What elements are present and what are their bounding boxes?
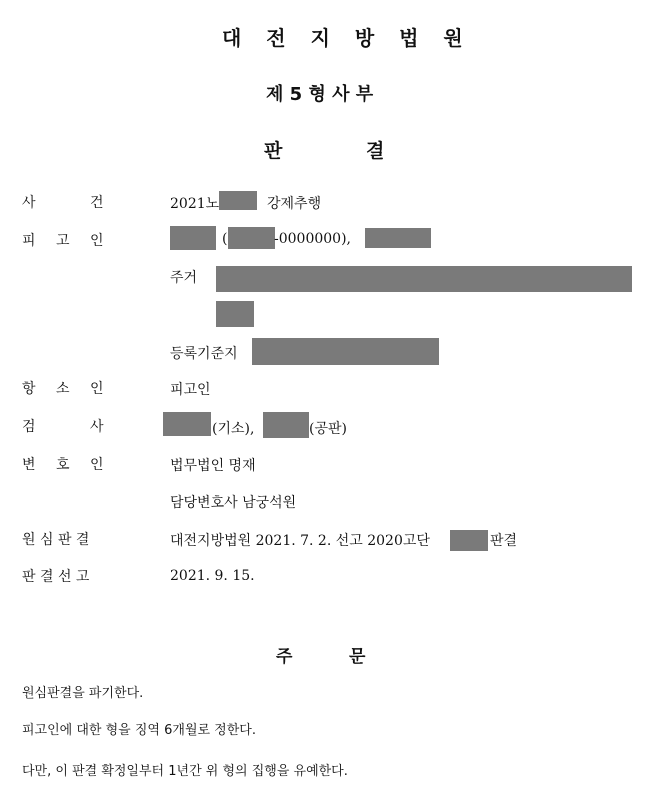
address-label: 주거 xyxy=(170,270,198,286)
appellant-label-1: 항 xyxy=(22,381,36,397)
appellant-label-3: 인 xyxy=(90,381,104,397)
original-judgment-suffix: 판결 xyxy=(490,533,518,549)
appellant-label-2: 소 xyxy=(56,381,70,397)
defendant-label-1: 피 xyxy=(22,233,36,249)
prosecutor-role-2: (공판) xyxy=(309,421,347,437)
counsel-label-1: 변 xyxy=(22,457,36,473)
prosecutor-label-right: 사 xyxy=(90,419,104,435)
redaction-prosecutor-2 xyxy=(263,412,309,438)
prosecutor-role-1: (기소), xyxy=(212,421,255,437)
redaction-registered xyxy=(252,338,439,365)
redaction-address-line1 xyxy=(216,266,632,292)
defendant-label-2: 고 xyxy=(56,233,70,249)
defendant-id-open: ( xyxy=(222,231,228,247)
counsel-label-2: 호 xyxy=(56,457,70,473)
order-line-2: 피고인에 대한 형을 징역 6개월로 정한다. xyxy=(22,723,256,738)
counsel-label-3: 인 xyxy=(90,457,104,473)
sentencing-date: 2021. 9. 15. xyxy=(170,568,255,584)
sentencing-label: 판 결 선 고 xyxy=(22,569,90,585)
original-judgment-prefix: 대전지방법원 2021. 7. 2. 선고 2020고단 xyxy=(170,533,430,549)
redaction-defendant-id xyxy=(228,227,275,249)
prosecutor-label-left: 검 xyxy=(22,419,36,435)
redaction-defendant-name xyxy=(170,226,216,250)
redaction-case-number xyxy=(219,191,257,210)
order-heading-left: 주 xyxy=(276,647,293,667)
case-number-prefix: 2021노 xyxy=(170,196,220,212)
counsel-attorney: 담당변호사 남궁석원 xyxy=(170,495,297,511)
redaction-original-case xyxy=(450,530,488,551)
order-line-1: 원심판결을 파기한다. xyxy=(22,686,144,701)
defendant-label-3: 인 xyxy=(90,233,104,249)
redaction-address-line2 xyxy=(216,301,254,327)
doc-type-right: 결 xyxy=(366,140,385,162)
case-label-left: 사 xyxy=(22,195,36,211)
appellant-value: 피고인 xyxy=(170,382,211,398)
case-offense: 강제추행 xyxy=(267,196,322,212)
defendant-id-suffix: -0000000), xyxy=(274,231,351,247)
order-heading-right: 문 xyxy=(349,647,366,667)
division-name: 제 5 형 사 부 xyxy=(266,84,374,105)
court-name: 대 전 지 방 법 원 xyxy=(222,26,472,50)
doc-type-left: 판 xyxy=(264,140,283,162)
redaction-prosecutor-1 xyxy=(163,412,211,436)
case-label-right: 건 xyxy=(90,195,104,211)
order-line-3: 다만, 이 판결 확정일부터 1년간 위 형의 집행을 유예한다. xyxy=(22,764,348,779)
counsel-firm: 법무법인 명재 xyxy=(170,458,256,474)
registered-label: 등록기준지 xyxy=(170,346,238,362)
original-judgment-label: 원 심 판 결 xyxy=(22,532,90,548)
redaction-defendant-occupation xyxy=(365,228,431,248)
